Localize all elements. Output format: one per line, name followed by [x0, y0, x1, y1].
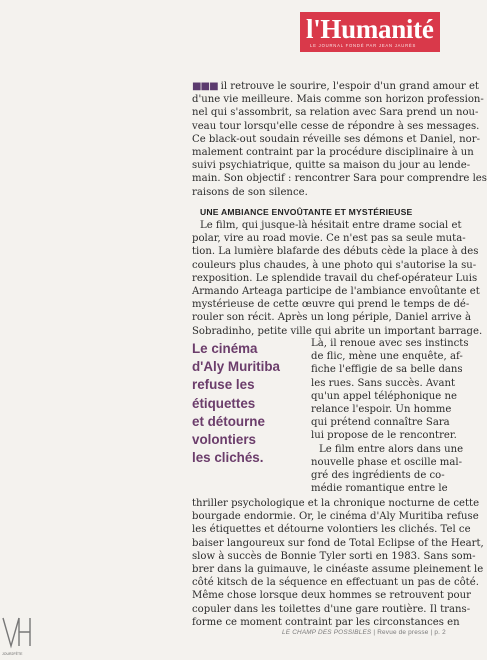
text-line: slow à succès de Bonnie Tyler sorti en 1983. Sans som-: [192, 550, 476, 562]
section-heading: UNE AMBIANCE ENVOÛTANTE ET MYSTÉRIEUSE: [200, 207, 413, 217]
text-line: polar, vire au road movie. Ce n'est pas sa seule muta-: [192, 233, 466, 245]
text-line: main. Son objectif : rencontrer Sara pour comprendre les: [192, 173, 487, 185]
text-line: relance l'espoir. Un homme: [311, 403, 452, 415]
text-line: nel qui s'assombrit, sa relation avec Sara prend un nou-: [192, 107, 479, 119]
pull-quote-line: et détourne: [192, 413, 265, 429]
text-line: les étiquettes et détourne volontiers les clichés. Tel ce: [192, 524, 471, 536]
newspaper-masthead: [300, 12, 440, 52]
text-line: veau tour lorsqu'elle cesse de répondre à ses messages.: [192, 120, 480, 132]
section-paragraph: [192, 219, 483, 338]
text-line: malement contraint par la procédure disciplinaire à un: [192, 146, 474, 158]
text-line: médie romantique entre le: [311, 483, 448, 495]
text-line: lui propose de le rencontrer.: [311, 430, 457, 442]
text-line: couleurs plus chaudes, à une photo qui s'autorise la su-: [192, 259, 477, 271]
distributor-logo-icon: [0, 612, 34, 652]
page-footer: [282, 629, 446, 636]
text-line: Armando Arteaga participe de l'ambiance envoûtante et: [192, 285, 480, 297]
text-line: forme ce moment contraint par les circonstances en: [192, 616, 460, 628]
text-line: tion. La lumière blafarde des débuts cède la place à des: [192, 246, 479, 258]
text-line: Le film, qui jusque-là hésitait entre drame social et: [200, 220, 462, 231]
text-line: thriller psychologique et la chronique nocturne de cette: [192, 498, 480, 509]
text-line: copuler dans les toilettes d'une gare routière. Il trans-: [192, 603, 471, 615]
pull-quote-line: refuse les: [192, 377, 255, 393]
logo-caption: JOUR2FÊTE: [2, 652, 23, 656]
bottom-paragraph: [192, 497, 484, 629]
text-line: les rues. Sans succès. Avant: [311, 377, 456, 389]
text-line: d'une vie meilleure. Mais comme son horizon profession-: [192, 94, 484, 106]
text-line: Sobradinho, petite ville qui abrite un important barrage.: [192, 325, 483, 337]
text-line: Le film entre alors dans une: [319, 443, 464, 455]
pull-quote-line: Le cinéma: [192, 341, 258, 356]
footer-page: p. 2: [434, 629, 446, 636]
pull-quote-line: étiquettes: [192, 395, 256, 411]
pull-quote-line: les clichés.: [192, 450, 264, 466]
text-line: nouvelle phase et oscille mal-: [311, 456, 462, 468]
right-column-paragraph: [311, 337, 469, 495]
text-line: rexposition. Le splendide travail du chef-opérateur Luis: [192, 272, 478, 284]
text-line: qui prétend connaître Sara: [311, 417, 450, 429]
footer-separator: |: [373, 629, 378, 636]
text-line: côté kitsch de la séquence en effectuant un pas de côté.: [192, 577, 479, 589]
pull-quote: [192, 340, 302, 467]
masthead-title: l'Humanité: [306, 14, 434, 44]
footer-publication: LE CHAMP DES POSSIBLES: [282, 629, 372, 636]
footer-section: Revue de presse: [377, 629, 429, 636]
text-line: raisons de son silence.: [192, 186, 308, 198]
text-line: Même chose lorsque deux hommes se retrouvent pour: [192, 590, 471, 602]
text-line: fiche l'effigie de sa belle dans: [311, 364, 463, 376]
text-line: bourgade endormie. Or, le cinéma d'Aly Muritiba refuse: [192, 511, 479, 523]
text-line: rouler son récit. Après un long périple, Daniel arrive à: [192, 312, 471, 324]
pull-quote-line: volontiers: [192, 432, 256, 448]
footer-separator: |: [430, 629, 435, 636]
text-line: suivi psychiatrique, quitte sa maison du jour au lende-: [192, 160, 471, 172]
masthead-slogan: LE JOURNAL FONDÉ PAR JEAN JAURÈS: [310, 43, 417, 48]
text-line: Ce black-out soudain réveille ses démons et Daniel, nor-: [192, 133, 480, 145]
text-line: ■■■ il retrouve le sourire, l'espoir d'un grand amour et: [192, 81, 479, 92]
text-line: mystérieuse de cette œuvre qui prend le temps de dé-: [192, 299, 470, 311]
text-line: Là, il renoue avec ses instincts: [311, 338, 469, 349]
text-line: de flic, mène une enquête, af-: [311, 351, 463, 363]
text-line: gré des ingrédients de co-: [311, 469, 445, 481]
lead-marker: ■■■: [192, 81, 218, 92]
text-line: qu'un appel téléphonique ne: [311, 390, 457, 402]
text-line: brer dans la guimauve, le cinéaste assume pleinement le: [192, 563, 484, 575]
intro-paragraph: [192, 80, 487, 199]
pull-quote-line: d'Aly Muritiba: [192, 359, 280, 375]
text-line: baiser langoureux sur fond de Total Eclipse of the Heart,: [192, 537, 484, 549]
